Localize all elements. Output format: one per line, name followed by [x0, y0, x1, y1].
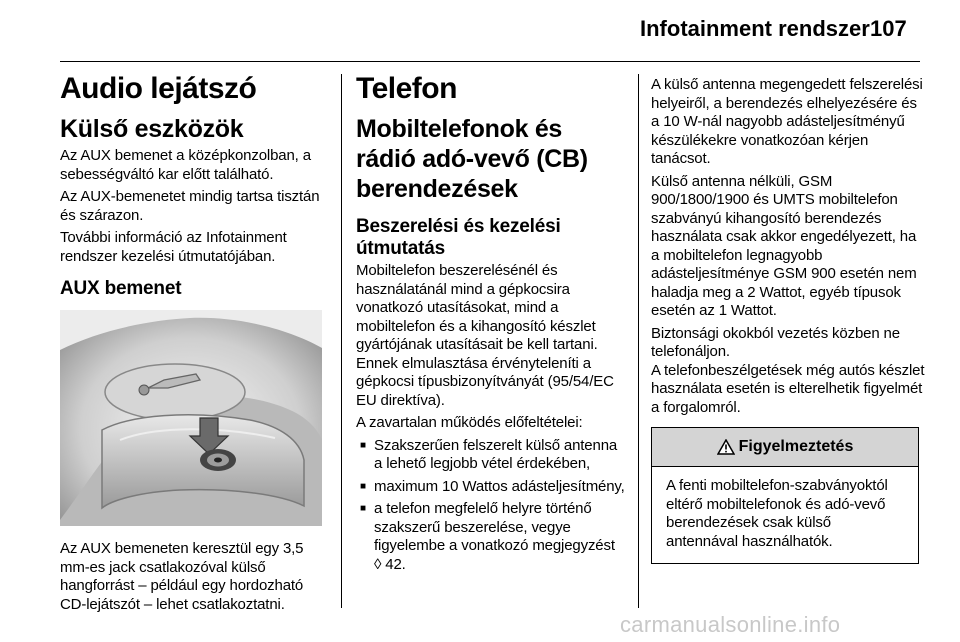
warning-title: Figyelmeztetés [738, 438, 854, 455]
subheading-installation: Beszerelési és kezelési útmutatás [356, 216, 561, 259]
paragraph: Mobiltelefon beszerelésénél és használatánál mind a gépkocsira vonatkozó utasításokat, mind a mobiltelefon és a kihangosító készlet gyártójának utasításait be kell tartani. Ennek elmulasztása érvényteleníti a gépkocsi típusbizonyítványát (95/54/EC EU direktíva). [356, 262, 614, 409]
warning-text: A fenti mobiltelefon-szabványoktól eltérő mobiltelefonok és adó-vevő berendezések csak külső antennával használhatók. [666, 477, 888, 550]
paragraph: Az AUX bemenet a középkonzolban, a sebességváltó kar előtt található. [60, 147, 311, 183]
column-phone [356, 70, 626, 578]
page-reference[interactable]: 42. [385, 555, 406, 573]
paragraph: A külső antenna megengedett felszerelési helyeiről, a berendezés elhelyezésére és a 10 W-nál nagyobb adásteljesítményű készülékekre vonatkozóan kérjen tanácsot. [651, 76, 923, 167]
section-title-phone: Telefon [356, 72, 457, 105]
paragraph: További információ az Infotainment rendszer kezelési útmutatójában. [60, 229, 287, 265]
warning-body [652, 467, 918, 563]
paragraph: Biztonsági okokból vezetés közben ne telefonáljon. [651, 324, 900, 360]
column-divider-1 [341, 74, 342, 608]
warning-triangle-icon [717, 439, 735, 455]
column-phone-continued [651, 76, 926, 564]
header-rule [60, 61, 920, 62]
running-header-title: Infotainment rendszer [640, 16, 870, 41]
paragraph: Az AUX-bemenetet mindig tartsa tisztán és szárazon. [60, 188, 320, 224]
bullet-marker: ■ [360, 480, 366, 492]
warning-box [651, 427, 919, 564]
bullet-marker: ■ [360, 439, 366, 451]
aux-console-illustration [60, 310, 322, 526]
bullet-item: ■ maximum 10 Wattos adásteljesítmény, [356, 478, 626, 497]
watermark: carmanualsonline.info [620, 612, 841, 637]
subsection-title-mobile-cb: Mobiltelefonok és rádió adó-vevő (CB) berendezések [356, 115, 588, 203]
paragraph: A zavartalan működés előfeltételei: [356, 414, 583, 431]
bullet-item: ■ Szakszerűen felszerelt külső antenna a lehető legjobb vétel érdekében, [356, 437, 626, 474]
column-audio [60, 70, 330, 618]
subsection-title-external-devices: Külső eszközök [60, 115, 244, 143]
bullet-item: ■ a telefon megfelelő helyre történő szakszerű beszerelése, vegye figyelembe a vonatkozó megjegyzést ◊ 42. [356, 500, 626, 574]
subheading-aux-input: AUX bemenet [60, 278, 182, 299]
paragraph: Külső antenna nélküli, GSM 900/1800/1900 és UMTS mobiltelefon szabványú kihangosító berendezés használata csak akkor engedélyezett, ha a mobiltelefon legnagyobb adásteljesítménye GSM 900 esetén nem haladja meg a 2 Wattot, egyéb típusok esetén az 1 Wattot. [651, 172, 917, 319]
paragraph: A telefonbeszélgetések még autós készlet használata esetén is elterelhetik figyelmét a forgalomról. [651, 361, 925, 416]
warning-header [652, 428, 918, 467]
bullet-marker: ■ [360, 503, 366, 514]
column-divider-2 [638, 74, 639, 608]
page-number: 107 [870, 16, 907, 41]
aux-caption: Az AUX bemeneten keresztül egy 3,5 mm-es jack csatlakozóval külső hangforrást – például egy hordozható CD-lejátszót – lehet csatlakoztatni. [60, 540, 304, 613]
page-reference-arrow-icon: ◊ [374, 555, 382, 573]
section-title-audio: Audio lejátszó [60, 72, 257, 105]
aux-input-photo [60, 310, 322, 526]
